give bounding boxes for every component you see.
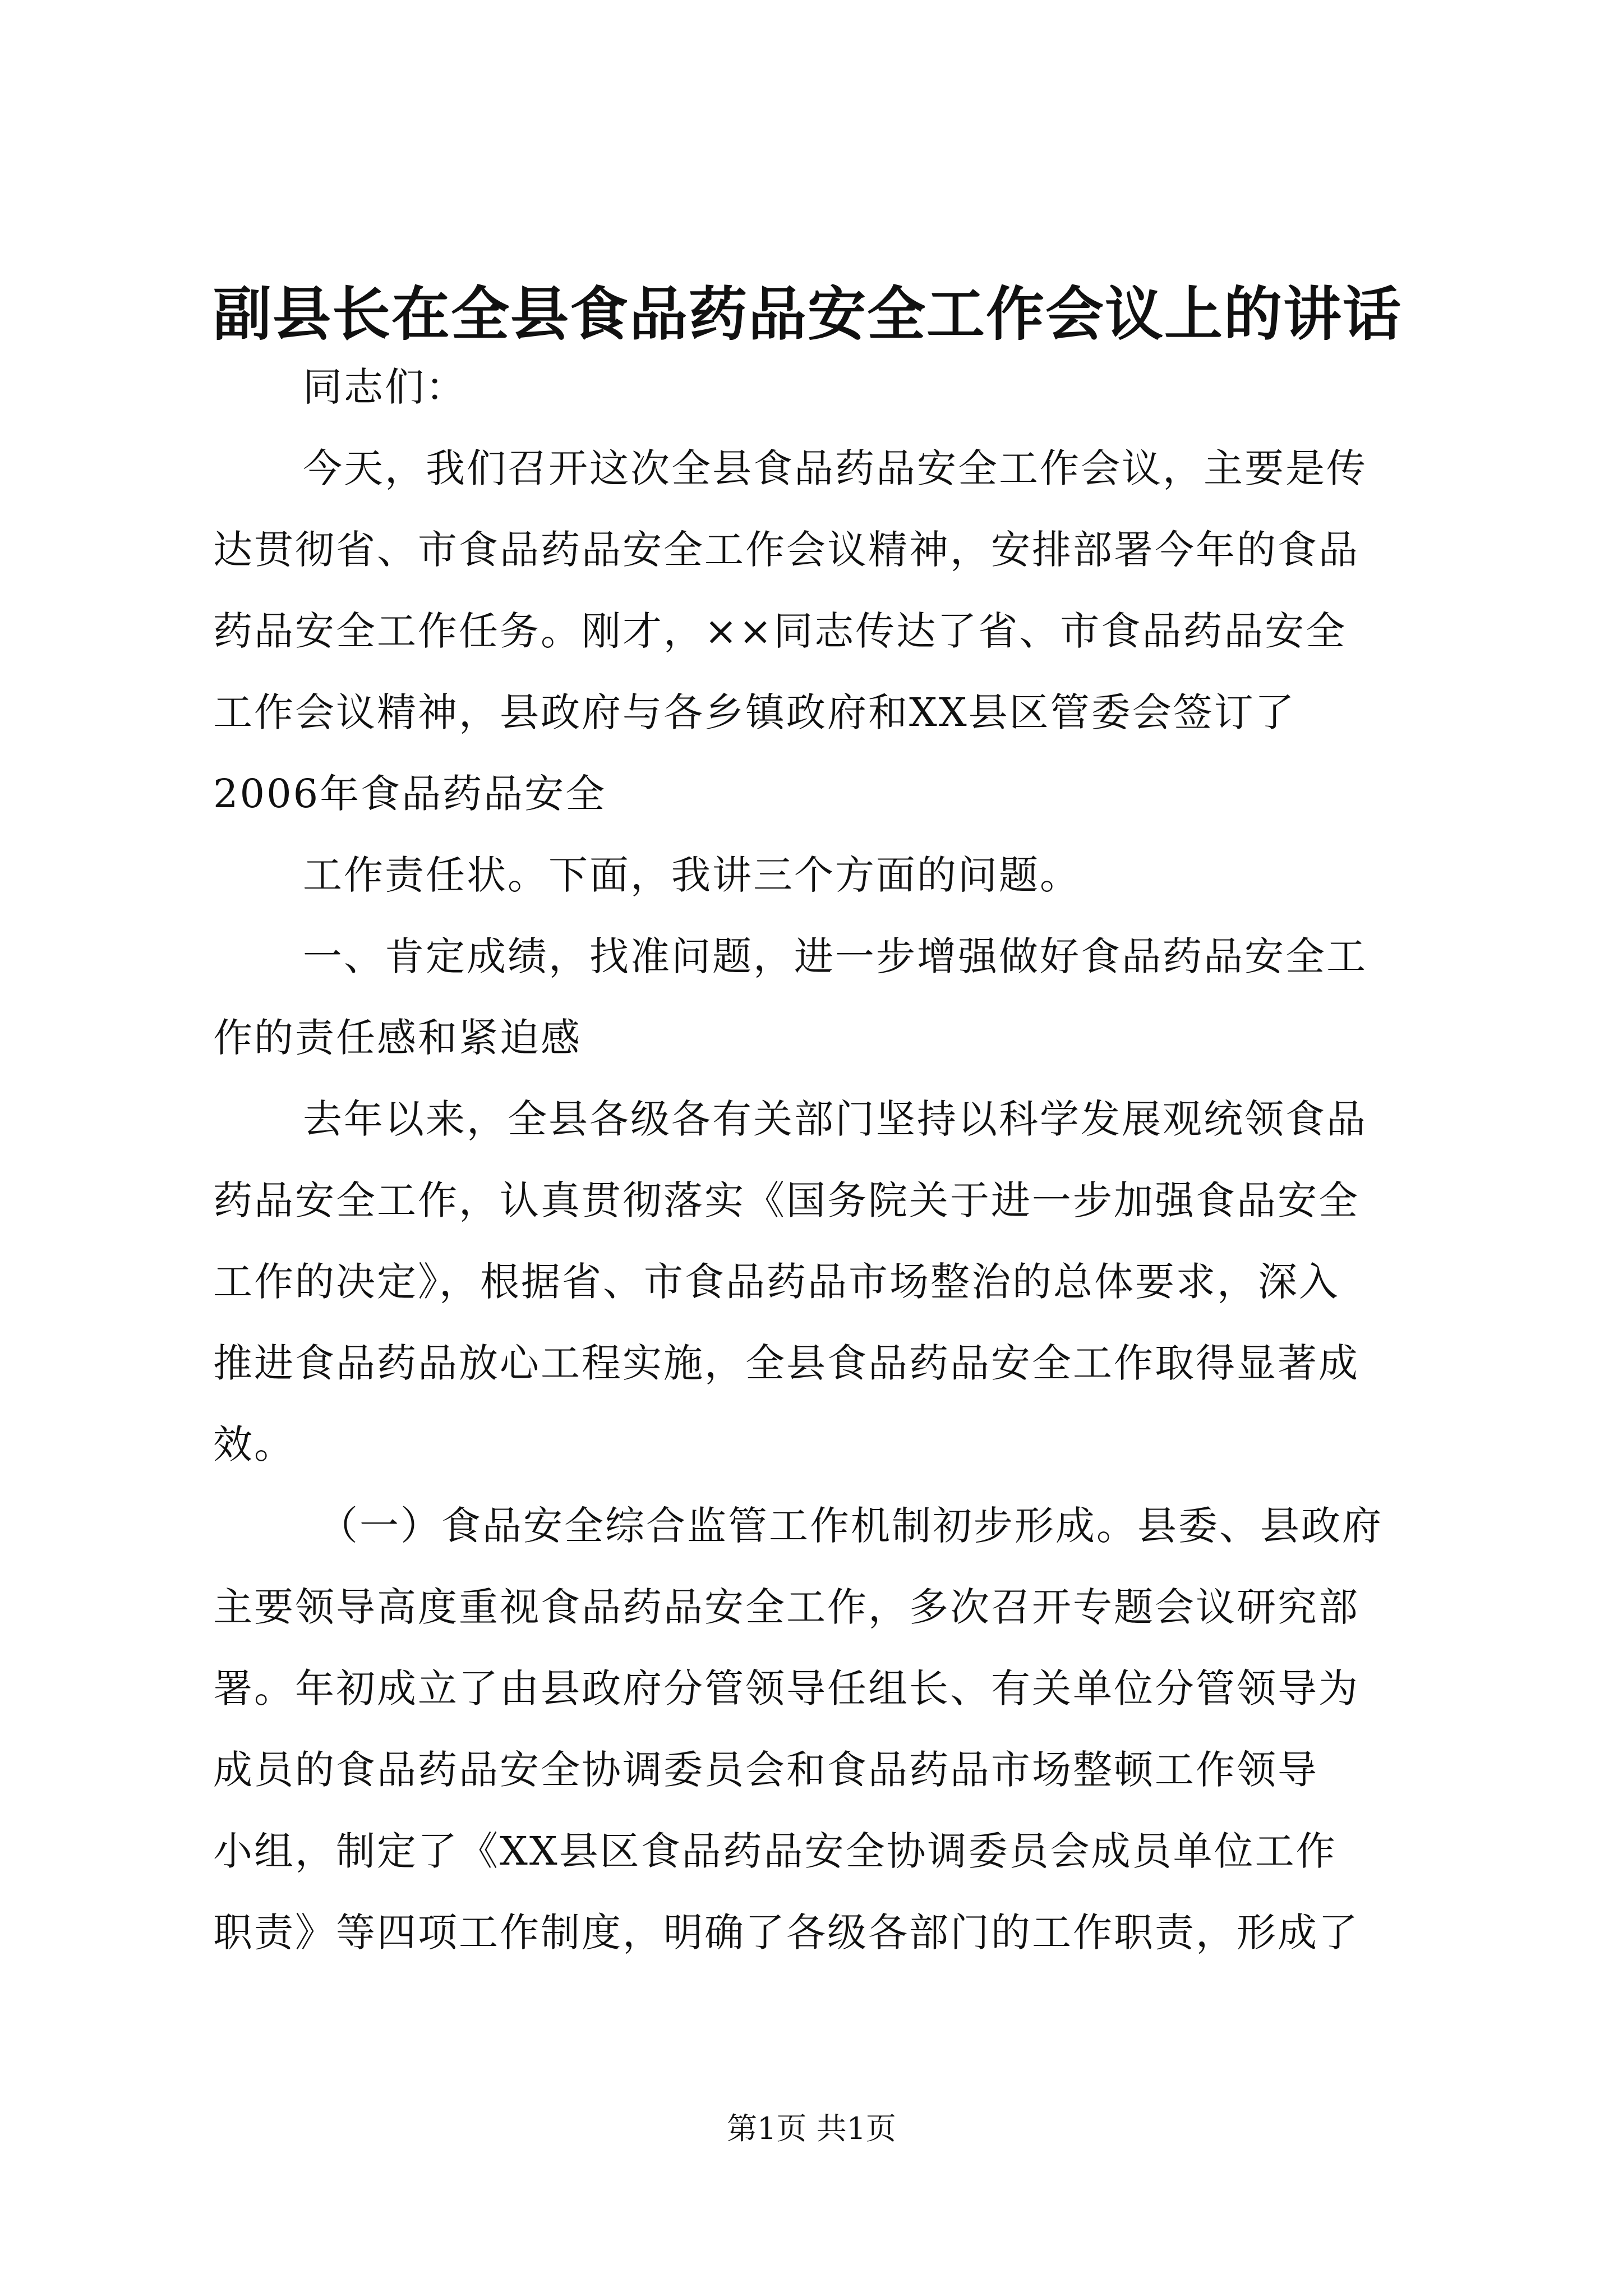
body-line: 成员的食品药品安全协调委员会和食品药品市场整顿工作领导 (213, 1747, 1318, 1793)
body-line: 推进食品药品放心工程实施，全县食品药品安全工作取得显著成 (213, 1340, 1359, 1386)
salutation: 同志们： (303, 364, 467, 410)
body-line: 主要领导高度重视食品药品安全工作，多次召开专题会议研究部 (213, 1584, 1359, 1630)
body-line: 小组，制定了《XX县区食品药品安全协调委员会成员单位工作 (213, 1828, 1337, 1874)
body-line: 药品安全工作任务。刚才，××同志传达了省、市食品药品安全 (213, 608, 1347, 654)
body-line: 效。 (213, 1421, 295, 1467)
body-line: 工作责任状。下面，我讲三个方面的问题。 (303, 852, 1081, 898)
body-line: 署。年初成立了由县政府分管领导任组长、有关单位分管领导为 (213, 1665, 1359, 1711)
body-line: 2006年食品药品安全 (213, 771, 607, 817)
section-heading: 作的责任感和紧迫感 (213, 1015, 582, 1061)
body-line: 工作会议精神，县政府与各乡镇政府和XX县区管委会签订了 (213, 689, 1296, 735)
section-heading: 一、肯定成绩，找准问题，进一步增强做好食品药品安全工 (303, 933, 1367, 979)
body-line: 达贯彻省、市食品药品安全工作会议精神，安排部署今年的食品 (213, 527, 1359, 573)
body-line: 职责》等四项工作制度，明确了各级各部门的工作职责，形成了 (213, 1910, 1359, 1955)
document-title: 副县长在全县食品药品安全工作会议上的讲话 (213, 279, 1403, 348)
body-line: 去年以来，全县各级各有关部门坚持以科学发展观统领食品 (303, 1096, 1367, 1142)
body-line: 药品安全工作，认真贯彻落实《国务院关于进一步加强食品安全 (213, 1177, 1359, 1223)
page-footer: 第1页 共1页 (727, 2111, 896, 2146)
subsection-line: （一）食品安全综合监管工作机制初步形成。县委、县政府 (319, 1503, 1383, 1549)
body-line: 今天，我们召开这次全县食品药品安全工作会议，主要是传 (303, 445, 1367, 491)
body-line: 工作的决定》，根据省、市食品药品市场整治的总体要求，深入 (213, 1259, 1340, 1305)
